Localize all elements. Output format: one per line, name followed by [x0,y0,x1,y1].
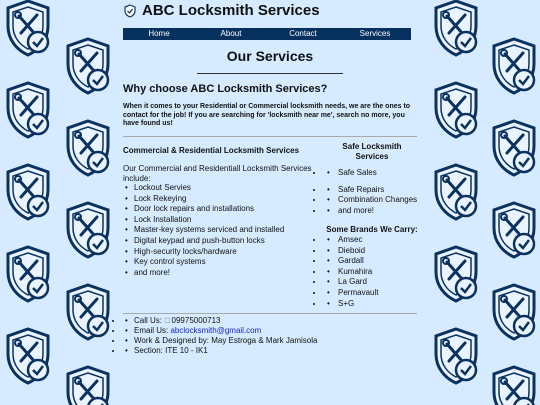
shield-tools-icon [490,200,538,260]
left-decoration [0,0,118,405]
list-item: • Master-key systems serviced and installed [123,225,284,236]
footer [123,316,317,356]
email-label: Email Us: [134,326,169,335]
footer-phone [123,316,317,326]
shield-tools-icon [432,80,480,140]
content-divider [123,136,417,137]
brands-title: Some Brands We Carry: [326,225,418,234]
shield-tools-icon [4,80,52,140]
list-item: • • Gardall [324,256,378,267]
shield-tools-icon [432,244,480,304]
list-item: • • and more! [324,206,417,217]
shield-tools-icon [432,0,480,58]
list-item: • • Combination Changes [324,195,417,206]
list-item: • Lock Installation [123,215,284,226]
nav-home[interactable]: Home [148,29,170,38]
shield-tools-icon [432,162,480,222]
footer-email [123,326,317,336]
safe-services-list [324,168,417,216]
commercial-services-title: Commercial & Residential Locksmith Services [123,146,300,155]
lock-logo-icon [123,4,137,18]
nav-about[interactable]: About [220,29,242,38]
shield-tools-icon [490,36,538,96]
why-choose-title: Why choose ABC Locksmith Services? [123,83,328,95]
list-item: • Lockout Servies [123,183,284,194]
phone-icon: ☐ [164,318,171,325]
phone-number[interactable]: 09975000713 [171,316,221,325]
list-item: • Key control systems [123,257,284,268]
commercial-services-list [123,183,284,278]
list-item: • Digital keypad and push-button locks [123,236,284,247]
shield-tools-icon [64,200,112,260]
shield-tools-icon [490,282,538,342]
footer-credits: • • Work & Designed by: May Estroga & Mark Jamisola [123,336,317,346]
list-item: • • Permavault [324,288,378,299]
list-item: • • Dieboid [324,246,378,257]
email-link[interactable]: abclocksmith@gmail.com [170,326,262,335]
shield-tools-icon [432,326,480,386]
safe-title-line: Safe Locksmith [342,142,402,151]
site-header [123,2,320,19]
list-item: • • La Gard [324,277,378,288]
list-item: • • Safe Repairs [324,185,417,196]
list-item: • • Safe Sales [324,168,417,179]
shield-tools-icon [4,326,52,386]
list-item: • • Kumahira [324,267,378,278]
commercial-services-intro: Our Commercial and Residentiall Locksmith Services include: [123,164,312,183]
nav-contact[interactable]: Contact [289,29,317,38]
brands-list [324,235,378,309]
call-label: Call Us: [134,316,163,325]
right-decoration [422,0,540,405]
safe-services-column [324,142,420,308]
safe-title-line: Services [355,151,389,161]
shield-tools-icon [64,364,112,405]
shield-tools-icon [490,118,538,178]
nav-bar [123,28,411,40]
list-item: • Door lock repairs and installations [123,204,284,215]
shield-tools-icon [4,162,52,222]
site-title: ABC Locksmith Services [142,2,320,19]
nav-services[interactable]: Services [359,29,391,38]
heading-divider [197,73,343,74]
shield-tools-icon [64,36,112,96]
list-item: • • Amsec [324,235,378,246]
footer-section: • • Section: ITE 10 - IK1 [123,346,317,356]
list-item: • and more! [123,268,284,279]
shield-tools-icon [4,0,52,58]
commercial-services-column [123,146,323,277]
safe-services-title [324,142,420,161]
main-content [118,0,422,405]
list-item: • High-security locks/hardware [123,247,284,258]
list-item: • Lock Rekeying [123,194,284,205]
list-item: • • S+G [324,299,378,310]
shield-tools-icon [64,118,112,178]
shield-tools-icon [64,282,112,342]
why-choose-text: When it comes to your Residential or Commercial locksmith needs, we are the ones to contact for the job! If you are searching for 'locksmith near me', search no more, you have found us! [123,103,411,127]
footer-divider [123,313,417,314]
shield-tools-icon [490,364,538,405]
shield-tools-icon [4,244,52,304]
services-heading: Our Services [226,48,314,64]
footer-list [123,316,317,356]
